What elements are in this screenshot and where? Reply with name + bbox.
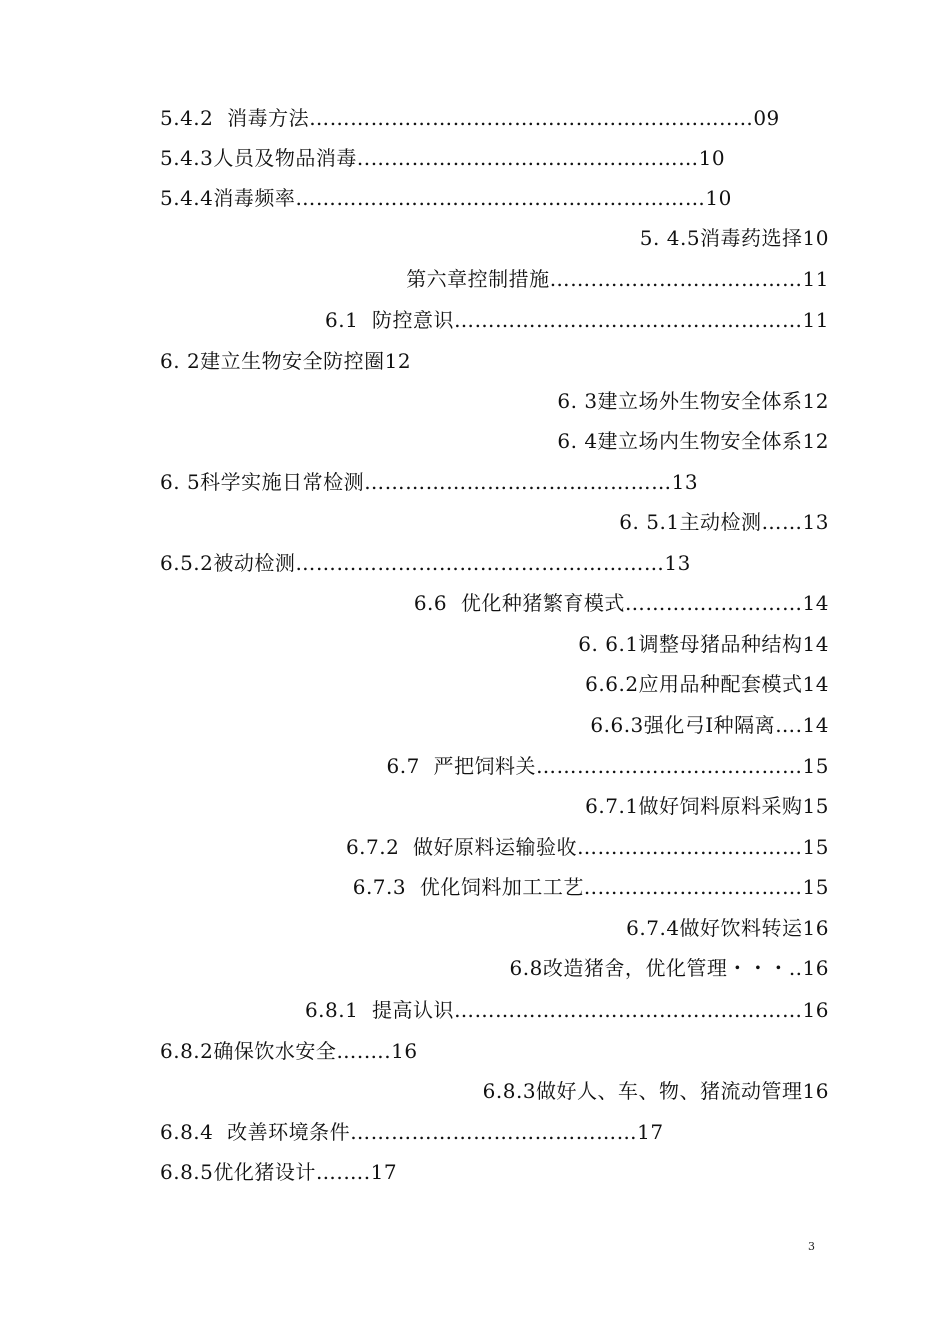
toc-entry-6-6: 6.6 优化种猪繁育模式…………..…………14 <box>413 591 829 615</box>
toc-entry-6-7-2: 6.7.2 做好原料运输验收……………………………15 <box>345 835 829 859</box>
toc-entry-6-8-3: 6.8.3做好人、车、物、猪流动管理16 <box>482 1079 829 1103</box>
toc-entry-5-4-5: 5. 4.5消毒药选择10 <box>639 226 829 250</box>
toc-entry-5-4-4: 5.4.4消毒频率……………………………………………………10 <box>160 186 732 210</box>
toc-entry-6-6-3: 6.6.3强化弓I种隔离….14 <box>590 713 829 737</box>
toc-entry-chapter-6: 第六章控制措施…….…………………………11 <box>406 267 829 291</box>
toc-entry-5-4-2: 5.4.2 消毒方法……………………………………………………..…09 <box>160 106 780 130</box>
toc-entry-6-8-1: 6.8.1 提高认识……………………………………………16 <box>304 998 829 1022</box>
toc-entry-6-7-3: 6.7.3 优化饲料加工工艺..…………………………15 <box>352 875 829 899</box>
toc-entry-6-7: 6.7 严把饲料关…………………………………15 <box>386 754 829 778</box>
toc-entry-6-6-1: 6. 6.1调整母猪品种结构14 <box>578 632 829 656</box>
toc-entry-6-7-4: 6.7.4做好饮料转运16 <box>626 916 829 940</box>
toc-entry-6-3: 6. 3建立场外生物安全体系12 <box>557 389 829 413</box>
toc-entry-6-7-1: 6.7.1做好饲料原料采购15 <box>585 794 829 818</box>
toc-entry-6-6-2: 6.6.2应用品种配套模式14 <box>585 672 829 696</box>
toc-entry-6-8-2: 6.8.2确保饮水安全….….16 <box>160 1039 418 1063</box>
toc-entry-6-8: 6.8改造猪舍，优化管理・・・..16 <box>509 956 829 980</box>
toc-entry-6-2: 6. 2建立生物安全防控圈12 <box>160 349 412 373</box>
toc-entry-6-1: 6.1 防控意识……………………………………………11 <box>325 308 829 332</box>
toc-entry-6-8-5: 6.8.5优化猪设计….….17 <box>160 1160 398 1184</box>
toc-entry-6-5: 6. 5科学实施日常检测………………………………………13 <box>160 470 699 494</box>
toc-entry-6-4: 6. 4建立场内生物安全体系12 <box>557 429 829 453</box>
toc-entry-6-5-2: 6.5.2被动检测………………………………………………13 <box>160 551 691 575</box>
toc-entry-5-4-3: 5.4.3人员及物品消毒..…………………………………………10 <box>160 146 726 170</box>
page-number: 3 <box>808 1240 815 1253</box>
toc-entry-6-8-4: 6.8.4 改善环境条件……………………………………17 <box>160 1120 664 1144</box>
toc-entry-6-5-1: 6. 5.1主动检测……13 <box>619 510 829 534</box>
